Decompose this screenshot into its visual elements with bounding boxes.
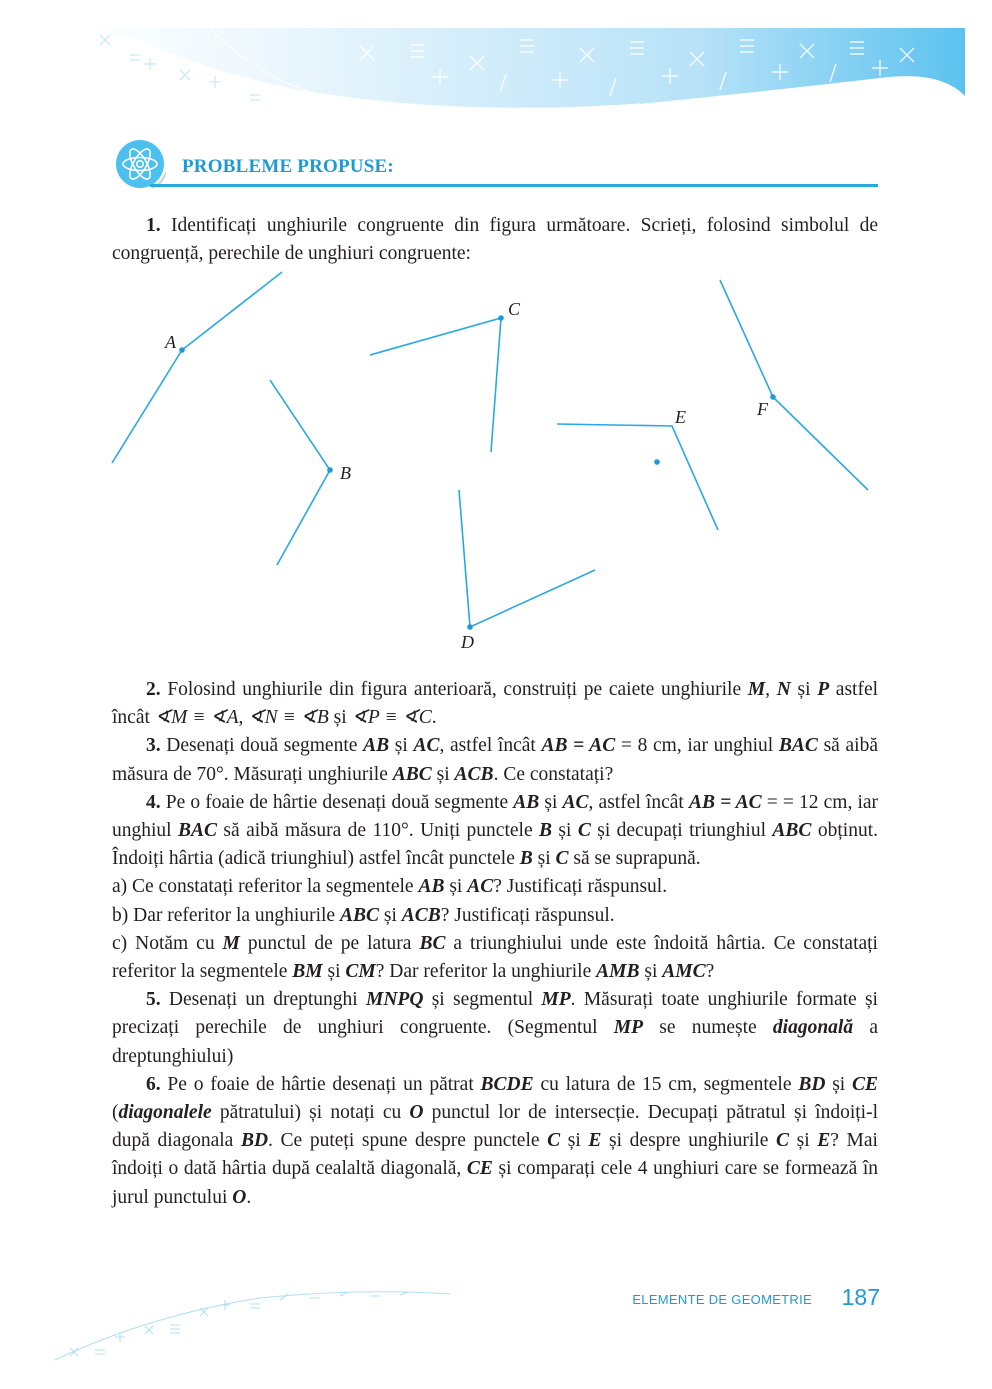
var: AMC (662, 961, 706, 983)
text: și (539, 791, 563, 813)
label-f: F (757, 399, 768, 419)
section-header (112, 138, 880, 188)
var: ACB (454, 763, 494, 785)
text: și despre unghiurile (601, 1130, 776, 1152)
var: B (519, 848, 533, 870)
var: ABC (392, 763, 432, 785)
section-title: PROBLEME PROPUSE: (182, 156, 394, 177)
page-number: 187 (841, 1284, 880, 1310)
var: MP (541, 989, 571, 1011)
text: și segmentul (423, 989, 542, 1011)
problem-3 (112, 732, 878, 788)
var: BD (798, 1073, 826, 1095)
problems-2-6 (112, 676, 878, 1212)
header-math-banner (0, 0, 992, 130)
var: CE (852, 1073, 879, 1095)
var: BM (292, 961, 323, 983)
angle-e (557, 424, 718, 530)
text: . (246, 1186, 252, 1208)
angle-f (720, 280, 868, 490)
vertex-f (770, 394, 776, 400)
var: P (817, 679, 830, 700)
angle-expression: ∢M ≡ ∢A (154, 707, 239, 729)
var: C (547, 1130, 561, 1152)
var: AB (418, 876, 445, 898)
problem-number: 4. (146, 791, 161, 813)
var: ABC (772, 820, 812, 842)
text: Pe o foaie de hârtie desenați două segmente (165, 791, 514, 813)
stray-point (654, 459, 660, 465)
var: M (747, 679, 766, 700)
problem-4b (112, 902, 878, 930)
text: se numește (643, 1017, 773, 1039)
page-footer (632, 1284, 880, 1314)
text: . Ce constatați? (493, 763, 614, 785)
angle-b (270, 380, 330, 565)
var: E (588, 1130, 602, 1152)
var: AC (562, 791, 589, 813)
text: să se suprapună. (568, 848, 701, 870)
text: a triunghiului unde este îndoită hârtia. Ce constatați referitor la segmentele (112, 932, 878, 983)
text: și (532, 848, 556, 870)
var: C (577, 820, 591, 842)
var: AMB (596, 961, 640, 983)
text: Desenați un dreptunghi (168, 989, 366, 1011)
text: , (238, 707, 249, 729)
text: = 8 cm, iar unghiul (615, 735, 779, 757)
label-c: C (508, 299, 521, 319)
text: = = 12 cm, iar unghiul (112, 791, 879, 842)
text: astfel încât (112, 679, 879, 729)
text: și (560, 1130, 589, 1152)
text: cu latura de 15 cm, segmentele (533, 1073, 799, 1095)
text: și decupați triunghiul (590, 820, 773, 842)
problem-4a (112, 873, 878, 901)
var: N (776, 679, 791, 700)
text: ? (705, 961, 715, 983)
text: a) Ce constatați referitor la segmentele (112, 876, 419, 898)
problem-number: 5. (146, 989, 161, 1011)
var: B (539, 820, 553, 842)
text: și (444, 876, 468, 898)
problem-text: Identificați unghiurile congruente din figura următoare. Scrieți, folosind simbolul de congruență, perechile de unghiuri congruente: (112, 215, 879, 265)
var: ACB (401, 904, 441, 926)
var: O (409, 1102, 424, 1124)
text: a dreptunghiului) (112, 1017, 878, 1067)
text: și (790, 679, 818, 700)
var: BAC (778, 735, 818, 757)
problem-5 (112, 986, 878, 1071)
text: Folosind unghiurile din figura anterioară, construiți pe caiete unghiurile (167, 679, 748, 700)
chapter-title: ELEMENTE DE GEOMETRIE (632, 1292, 812, 1307)
label-b: B (340, 463, 351, 483)
angle-a (112, 272, 282, 463)
var: CE (466, 1158, 493, 1180)
var: BCDE (480, 1073, 534, 1095)
text: , astfel încât (439, 735, 542, 757)
text: să aibă măsura de 110°. Uniți punctele (217, 820, 539, 842)
text: și (378, 904, 402, 926)
text: ? Justificați răspunsul. (440, 904, 615, 926)
text: c) Notăm cu (112, 932, 223, 954)
vertex-c (498, 315, 504, 321)
text: Pe o foaie de hârtie desenați un pătrat (167, 1073, 481, 1095)
text: . (431, 707, 437, 729)
var: AC (413, 735, 440, 757)
text: pătratului) și notați cu (211, 1102, 410, 1124)
label-a: A (165, 332, 176, 352)
var: MNPQ (365, 989, 424, 1011)
problem-number: 6. (146, 1073, 161, 1095)
text: și (825, 1073, 852, 1095)
var: C (775, 1130, 789, 1152)
problem-4 (112, 789, 878, 874)
text: ? Justificați răspunsul. (493, 876, 668, 898)
text: și (552, 820, 578, 842)
problem-number: 3. (146, 735, 161, 757)
problem-6 (112, 1071, 878, 1212)
text: obținut. Îndoiți hârtia (adică triunghiul) astfel încât punctele (112, 820, 878, 870)
var: BC (419, 932, 446, 954)
var: AB (363, 735, 390, 757)
text: și comparați cele 4 unghiuri care se formează în jurul punctului (112, 1158, 878, 1208)
var: AB (513, 791, 540, 813)
angle-expression: ∢P ≡ ∢C (351, 707, 432, 729)
angle-c (370, 318, 501, 452)
text: ( (112, 1102, 119, 1124)
label-d: D (461, 632, 474, 652)
text: . Ce puteți spune despre punctele (268, 1130, 548, 1152)
var: AB = AC (688, 791, 762, 813)
var: CM (345, 961, 376, 983)
var: MP (613, 1017, 644, 1039)
text: . Măsurați toate unghiurile formate și precizați perechile de unghiuri congruente. (Segmentul (112, 989, 878, 1039)
term: diagonală (772, 1017, 854, 1039)
text: ? Mai îndoiți o dată hârtia după cealaltă diagonală, (112, 1130, 878, 1180)
var: E (817, 1130, 831, 1152)
var: AB = AC (541, 735, 616, 757)
text: și (389, 735, 414, 757)
vertex-a (179, 347, 185, 353)
problem-number: 2. (146, 679, 161, 700)
var: BD (240, 1130, 269, 1152)
text: să aibă măsura de 70°. Măsurați unghiurile (112, 735, 878, 785)
label-e: E (675, 407, 686, 427)
angle-d (459, 490, 595, 627)
text: Desenați două segmente (166, 735, 364, 757)
vertex-d (467, 624, 473, 630)
text: și (322, 961, 346, 983)
problem-4c (112, 930, 878, 986)
var: ABC (339, 904, 379, 926)
text: și (431, 763, 455, 785)
text: punctul de pe latura (239, 932, 420, 954)
text: , astfel încât (588, 791, 689, 813)
text: , (765, 679, 777, 700)
var: O (232, 1186, 247, 1208)
text: și (328, 707, 352, 729)
var: M (222, 932, 240, 954)
var: BAC (178, 820, 218, 842)
section-divider (150, 184, 878, 187)
text: și (789, 1130, 818, 1152)
problem-number: 1. (146, 215, 161, 236)
angle-expression: ∢N ≡ ∢B (248, 707, 329, 729)
text: b) Dar referitor la unghiurile (112, 904, 340, 926)
text: ? Dar referitor la unghiurile (375, 961, 597, 983)
text: și (639, 961, 663, 983)
text: punctul lor de intersecție. Decupați pătratul și îndoiți-l după diagonala (112, 1102, 878, 1152)
var: AC (467, 876, 494, 898)
term: diagonalele (118, 1102, 212, 1124)
var: C (555, 848, 569, 870)
problem-1 (112, 212, 878, 268)
vertex-b (327, 467, 333, 473)
footer-math-decoration (0, 1270, 500, 1389)
problem-2 (112, 676, 878, 732)
